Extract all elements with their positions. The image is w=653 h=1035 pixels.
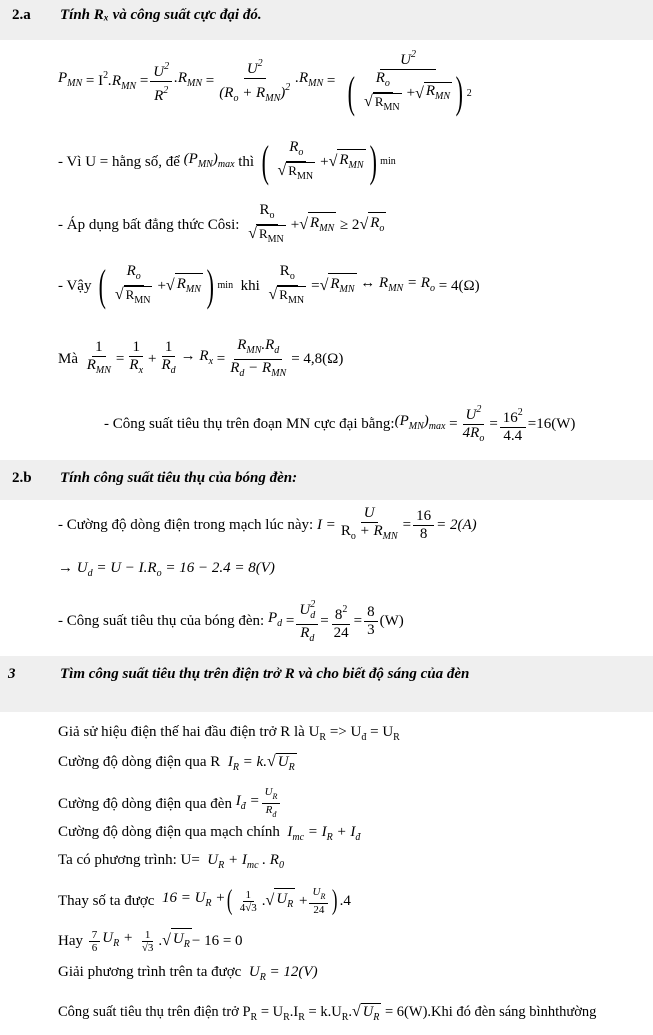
section-title: Tính Rₓ và công suất cực đại đó. [60, 7, 262, 23]
simplified-equation-line: Hay 7 6 $U_R$ + $\frac{1}{√3}$ . √ $U_R$ − 16 = 0 [58, 928, 243, 954]
max-power-line: - Công suất tiêu thụ trên đoạn MN cực đại bằng: $(P_{MN})_{max}$ = $\frac{U^2}{4R_o}$ = $\frac{16^2}{4.4}$ =16(W) [104, 402, 575, 446]
solution-line: Giải phương trình trên ta được $U_R = 12(V)$ [58, 964, 318, 983]
section-2b-header [0, 460, 653, 500]
section-number: 3 [8, 666, 16, 682]
min-condition-line: - Vậy ( $R_o$ √ $R_{MN}$ + √ $R_{MN}$ ) min khi $R_o$ √ $R_{MN}$ = √ $R_{MN}$ ↔ $R_{MN} = R_o$ = 4(Ω) [58, 261, 480, 310]
cauchy-line: - Áp dụng bất đẳng thức Côsi: $R_o$ √ $R_{MN}$ + √ $R_{MN}$ ≥ 2 √ $R_o$ [58, 202, 385, 245]
section-title: Tìm công suất tiêu thụ trên điện trở R và cho biết độ sáng của đèn [60, 666, 470, 682]
lamp-power-line: - Công suất tiêu thụ của bóng đèn: $P_d$ = $\frac{U^2_d}{R_d}$ = $\frac{8^2}{24}$ = $\frac{8}{3}$ (W) [58, 598, 404, 644]
current-r-line: Cường độ dòng điện qua R $I_R = k.√$ $U_R$ [58, 753, 295, 773]
conclusion-line: Công suất tiêu thụ trên điện trở $P_R = U_R.I_R = k.U_R.√$ $U_R = 6(W).Khi$ đó đèn sáng bìnhthường [58, 1003, 597, 1023]
section-title: Tính công suất tiêu thụ của bóng đèn: [60, 470, 298, 486]
section-number: 2.b [12, 470, 32, 486]
max-condition-line: - Vì U = hằng số, để $(P_{MN})_{max}$ thì ( $R_o$ √ $R_{MN}$ + √ $R_{MN}$ ) min [58, 137, 396, 186]
section-3-header [0, 656, 653, 712]
lamp-voltage-line: → $U_d = U - I.R_o = 16 - 2.4 = 8(V)$ [58, 560, 275, 579]
substitution-line: Thay số ta được $16 = U_R$ + ( 1 4√3 . √ $U_R$ + $\frac{U_R}{24}$ ) .4 [58, 885, 351, 916]
equation-line: Ta có phương trình: $U= U_R + I_{mc}$ . $R_0$ [58, 852, 284, 871]
parallel-resistance-line: Mà 1 $R_{MN}$ = $\frac{1}{R_x}$ + $\frac{1}{R_d}$ → $R_x$ = $R_{MN}.R_d$ $R_d - R_{MN}$ = 4,8(Ω) [58, 336, 344, 379]
section-number: 2.a [12, 7, 31, 23]
assumption-line: Giả sử hiệu điện thế hai đầu điện trở R là $U_R => U_đ = U_R$ [58, 724, 400, 743]
main-current-line: Cường độ dòng điện qua mạch chính $I_{mc} = I_R + I_đ$ [58, 824, 361, 843]
section-2a-header [0, 0, 653, 40]
power-formula: $P_{MN}$ = $I^2.R_{MN}$ = $\frac{U^2}{R^2}$ $.R_{MN}$ = $U^2$ $(R_o + R_{MN})^2$ $.R_{MN}$ = $U^2$ ( $R_o$ √ $R_{MN}$ + √ $R_{MN}$ ) 2 [58, 44, 477, 118]
current-lamp-line: Cường độ dòng điện qua đèn $I_đ$ = $\frac{U_R}{R_đ}$ [58, 786, 282, 821]
current-line: - Cường độ dòng điện trong mạch lúc này: I = U $R_o + R_{MN}$ = $\frac{16}{8}$ = 2(A) [58, 505, 477, 542]
